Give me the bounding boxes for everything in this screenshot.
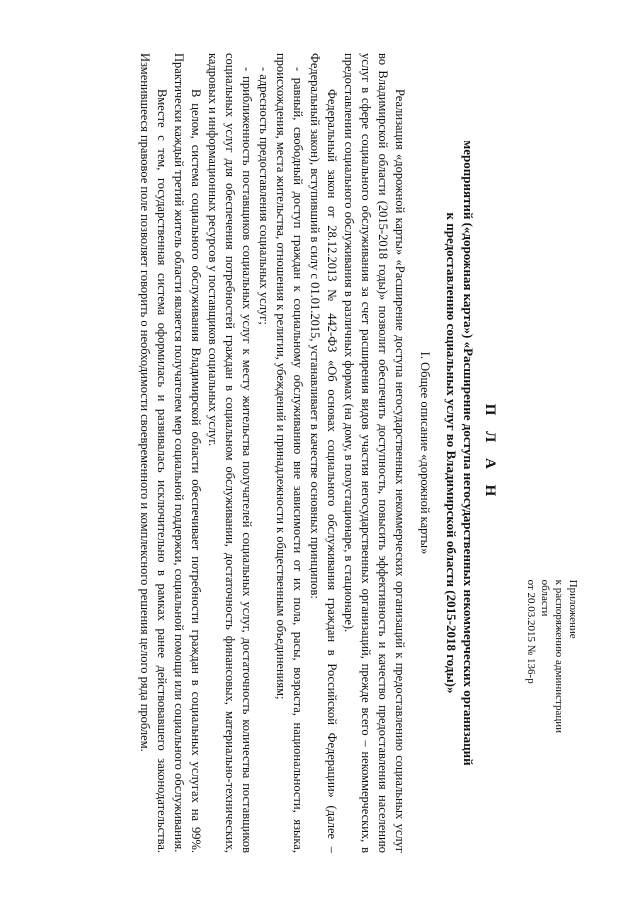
plan-subtitle-line2: к предоставлению социальных услуг во Владимирской области (2015-2018 годы)»: [444, 212, 459, 693]
appendix-line: области: [539, 579, 551, 616]
appendix-line: к распоряжению администрации: [553, 579, 565, 733]
paragraph: Реализация «дорожной карты» «Расширение доступа негосударственных некоммерческих организаций к предоставлению социальных услуг во Владимирской области (2015-2018 годы)» позволит обеспечить доступность, повысить эффективность и качество предоставления населению услуг в сфере социального обслуживания за счет расширения видов участия негосударственных организаций, прежде всего – некоммерческих, в предоставлении социального обслуживания в различных формах (на дому, в полустационаре, в стационаре).: [342, 52, 407, 853]
appendix-line: от 20.03.2015 № 136-р: [525, 579, 537, 684]
list-item: - равный, свободный доступ граждан к социальному обслуживанию вне зависимости от их пола, расы, возраста, национальности, языка, происхождения, места жительства, отношения к религии, убеждений и принадлежности к общественным объединениям;: [274, 52, 305, 853]
paragraph: Вместе с тем, государственная система оформилась и развивалась исключительно в рамках ранее действовавшего законодательства. Изменившееся правовое поле позволяет говорить о необходимости своевременного и комплексного решения целого ряда проблем.: [138, 52, 169, 853]
plan-title: П Л А Н: [482, 403, 498, 502]
paragraph: Федеральный закон от 28.12.2013 № 442-ФЗ «Об основах социального обслуживания граждан в Российской Федерации» (далее – Федеральный закон), вступивший в силу с 01.01.2015, устанавливает в качестве основных принципов:: [308, 52, 339, 853]
appendix-block: [524, 579, 580, 732]
section-heading: I. Общее описание «дорожной карты»: [418, 351, 432, 554]
paragraph: В целом, система социального обслуживания Владимирской области обеспечивает потребности граждан в социальных услугах на 99%. Практически каждый третий житель области является получателем мер социальной поддержки, социальной помощи или социального обслуживания.: [172, 52, 203, 853]
document-page: [40, 23, 600, 883]
list-item: - приближенность поставщиков социальных услуг к месту жительства получателей социальных услуг, достаточность количества поставщиков социальных услуг для обеспечения потребностей граждан в социальном обслуживании, достаточность финансовых, материально-технических, кадровых и информационных ресурсов у поставщиков социальных услуг.: [206, 52, 254, 853]
title-block: [443, 53, 498, 853]
plan-subtitle-line1: мероприятий («дорожная карта») «Расширение доступа негосударственных некоммерческих организаций: [461, 139, 476, 766]
appendix-line: Приложение: [567, 579, 579, 639]
list-item: - адресность предоставления социальных услуг;: [257, 66, 271, 325]
